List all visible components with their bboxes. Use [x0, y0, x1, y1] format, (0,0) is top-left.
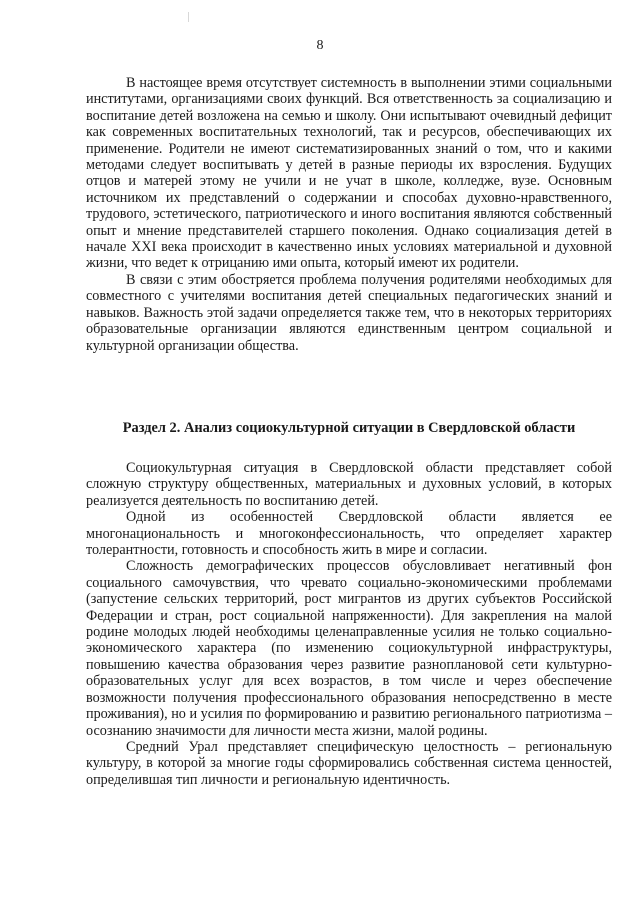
section-a-body: [86, 75, 612, 354]
paragraph: В настоящее время отсутствует системность в выполнении этими социальными институтами, организациями своих функций. Вся ответственность за социализацию и воспитание детей возложена на семью и школу. Они испытывают очевидный дефицит как современных воспитательных технологий, так и ресурсов, обеспечивающих их применение. Родители не имеют систематизированных знаний о том, что и какими методами следует воспитывать у детей в разные периоды их взросления. Будущих отцов и матерей этому не учили и не учат в школе, колледже, вузе. Основным источником их представлений о содержании и способах духовно-нравственного, трудового, эстетического, патриотического и иного воспитания являются собственный опыт и мнение представителей старшего поколения. Однако социализация детей в начале XXI века происходит в качественно иных условиях материальной и духовной жизни, что ведет к отрицанию ими опыта, который имеют их родители.: [86, 75, 612, 272]
paragraph: Одной из особенностей Свердловской области является ее многонациональность и многоконфессиональность, что определяет характер толерантности, готовность и способность жить в мире и согласии.: [86, 509, 612, 559]
section-heading: Раздел 2. Анализ социокультурной ситуации в Свердловской области: [122, 420, 576, 436]
paragraph: В связи с этим обостряется проблема получения родителями необходимых для совместного с учителями воспитания детей специальных педагогических знаний и навыков. Важность этой задачи определяется также тем, что в некоторых территориях образовательные организации являются единственным центром социальной и культурной организации общества.: [86, 271, 612, 354]
scan-mark: [188, 12, 189, 22]
section-b-body: [86, 460, 612, 788]
page-number: 8: [316, 38, 324, 53]
paragraph: Средний Урал представляет специфическую целостность – региональную культуру, в которой за многие годы сформировались собственная система ценностей, определившая тип личности и региональную идентичность.: [86, 738, 612, 788]
paragraph: Социокультурная ситуация в Свердловской области представляет собой сложную структуру общественных, материальных и духовных условий, в которых реализуется деятельность по воспитанию детей.: [86, 460, 612, 509]
paragraph: Сложность демографических процессов обусловливает негативный фон социального самочувствия, что чревато социально-экономическими проблемами (запустение сельских территорий, рост мигрантов из других субъектов Российской Федерации и стран, рост социальной напряженности). Для закрепления на малой родине молодых людей необходимы целенаправленные усилия не только социально-экономического характера (по изменению социокультурной инфраструктуры, повышению качества образования через развитие разноплановой сети культурно-образовательных услуг для всех возрастов, в том числе и через обеспечение возможности получения профессионального образования непосредственно в месте проживания), но и усилия по формированию и развитию регионального патриотизма – осознанию значимости для личности места жизни, малой родины.: [86, 558, 612, 739]
